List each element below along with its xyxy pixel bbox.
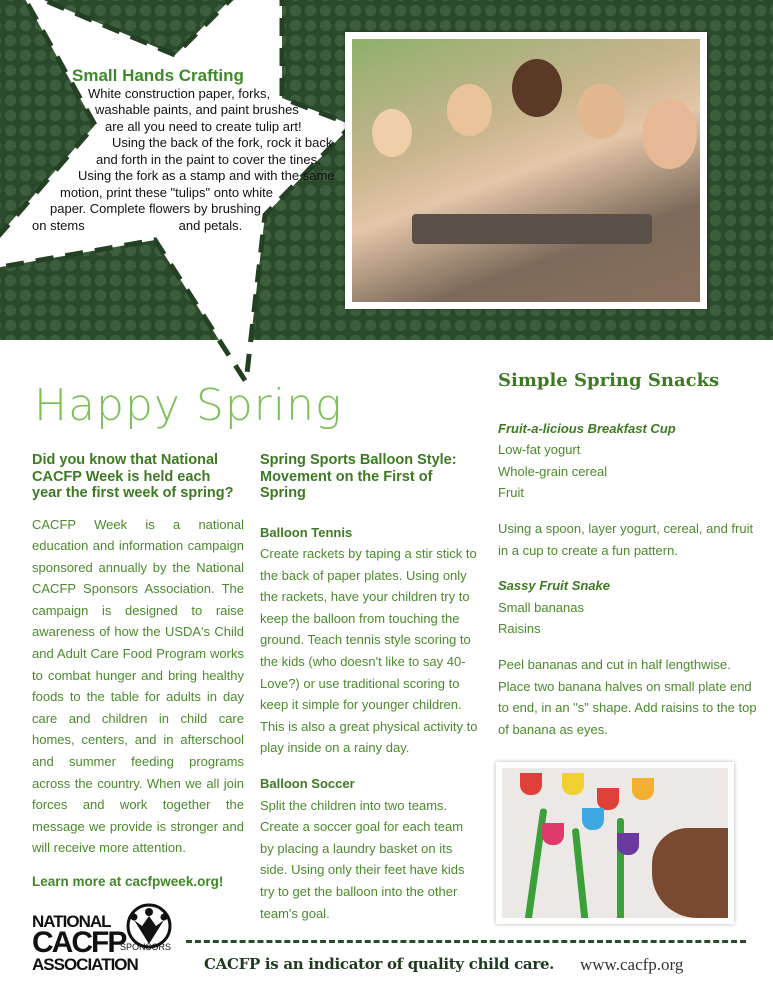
cacfp-logo <box>32 902 182 972</box>
footer-tagline: CACFP is an indicator of quality child care. <box>204 955 555 973</box>
crafting-title: Small Hands Crafting <box>72 66 244 85</box>
logo-text: ASSOCIATION <box>32 955 138 974</box>
logo-text: SPONSORS <box>120 942 172 952</box>
tulip-painting-photo <box>496 762 734 924</box>
footer-divider <box>186 940 746 943</box>
logo-text: CACFP <box>32 926 126 959</box>
cacfp-week-heading: Did you know that National CACFP Week is held each year the first week of spring? <box>32 452 234 501</box>
ingredient: Whole-grain cereal <box>498 463 608 479</box>
craft-line: motion, print these "tulips" onto white <box>60 184 274 200</box>
ingredient: Fruit <box>498 485 524 501</box>
balloon-sports-column <box>260 452 480 924</box>
happy-spring-headline: Happy Spring <box>34 380 343 431</box>
craft-line: are all you need to create tulip art! <box>105 118 302 134</box>
recipe-instructions: Peel bananas and cut in half lengthwise. Place two banana halves on small plate end to end, in an "s" shape. Add raisins to the top of banana as eyes. <box>498 656 757 737</box>
balloon-sports-heading: Spring Sports Balloon Style: Movement on the First of Spring <box>260 452 457 501</box>
craft-line: paper. Complete flowers by brushing <box>50 201 262 216</box>
craft-line: washable paints, and paint brushes <box>95 102 299 117</box>
balloon-tennis-body: Create rackets by taping a stir stick to the back of paper plates. Using only the rackets, have your children try to keep the balloon from touching the ground. Teach tennis style scoring to the kids (who doesn't like to say 40-Love?) or use traditional scoring to keep it simple for younger children. This is also a great physical activity to play inside on a rainy day. <box>260 546 478 756</box>
footer-url[interactable]: www.cacfp.org <box>580 955 684 974</box>
ingredient: Raisins <box>498 621 541 637</box>
cacfp-week-column <box>32 452 244 893</box>
recipe-title: Sassy Fruit Snake <box>498 578 610 594</box>
ingredient: Small bananas <box>498 599 584 615</box>
snacks-title: Simple Spring Snacks <box>498 370 720 391</box>
craft-line: White construction paper, forks, <box>88 85 271 101</box>
craft-line: and forth in the paint to cover the tines. <box>96 151 321 167</box>
recipe-instructions: Using a spoon, layer yogurt, cereal, and fruit in a cup to create a fun pattern. <box>498 520 754 558</box>
learn-more-link[interactable]: Learn more at cacfpweek.org! <box>32 874 224 889</box>
balloon-soccer-body: Split the children into two teams. Create a soccer goal for each team by placing a laundry basket on its side. Using only their feet have kids try to get the balloon into the other team's goal. <box>260 797 465 921</box>
snacks-column <box>498 370 758 740</box>
children-photo <box>345 32 707 309</box>
ingredient: Low-fat yogurt <box>498 442 581 458</box>
craft-line: Using the back of the fork, rock it back <box>112 135 333 150</box>
craft-line: on stems and petals. <box>32 217 243 233</box>
logo-text: NATIONAL <box>32 912 111 931</box>
recipe-title: Fruit-a-licious Breakfast Cup <box>498 420 676 436</box>
balloon-tennis-title: Balloon Tennis <box>260 524 353 540</box>
crafting-box <box>30 66 335 234</box>
craft-line: Using the fork as a stamp and with the same <box>78 168 335 183</box>
balloon-soccer-title: Balloon Soccer <box>260 776 355 792</box>
cacfp-week-body: CACFP Week is a national education and information campaign sponsored annually by the National CACFP Sponsors Association. The campaign is designed to raise awareness of how the USDA's Child and Adult Care Food Program works to combat hunger and bring healthy foods to the table for adults in day care and children in child care homes, centers, and in afterschool and summer feeding programs across the country. When we all join forces and work together the message we provide is stronger and will receive more attention. <box>32 516 244 856</box>
